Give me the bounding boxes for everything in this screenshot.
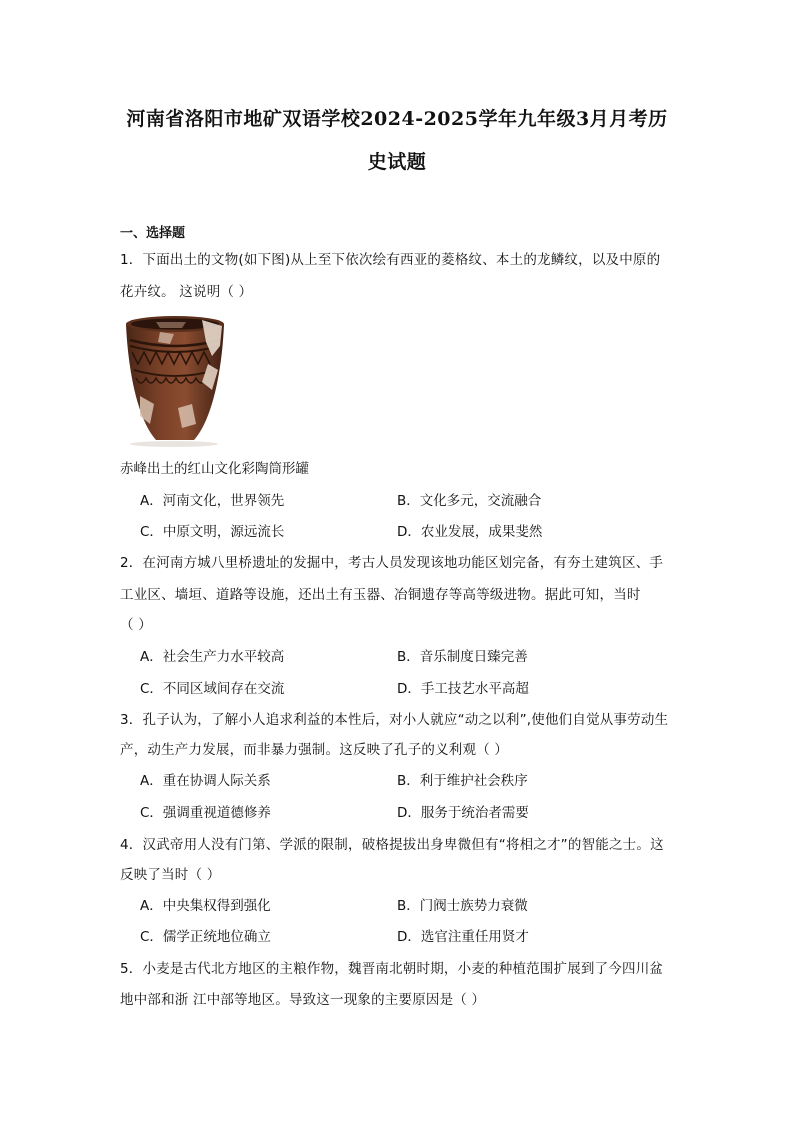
q2-option-a[interactable]: A．社会生产力水平较高 <box>140 649 285 665</box>
q2-stem-line3: （ ） <box>120 617 152 633</box>
q4-stem-line1: 4．汉武帝用人没有门第、学派的限制，破格提拔出身卑微但有“将相之才”的智能之士。这 <box>120 837 664 853</box>
q1-option-a[interactable]: A．河南文化，世界领先 <box>140 493 285 509</box>
q2-stem-line2: 工业区、墙垣、道路等设施，还出土有玉器、冶铜遗存等高等级进物。据此可知，当时 <box>120 587 641 603</box>
section-heading: 一、选择题 <box>120 226 186 241</box>
q4-stem-line2: 反映了当时（ ） <box>120 867 221 883</box>
exam-title-line1: 河南省洛阳市地矿双语学校2024-2025学年九年级3月月考历 <box>126 108 668 130</box>
q4-option-c[interactable]: C．儒学正统地位确立 <box>140 929 271 945</box>
q3-option-a[interactable]: A．重在协调人际关系 <box>140 773 271 789</box>
q3-stem-line1: 3．孔子认为，了解小人追求利益的本性后，对小人就应“动之以利”,使他们自觉从事劳动生 <box>120 712 669 728</box>
q4-option-d[interactable]: D．选官注重任用贤才 <box>397 929 529 945</box>
q3-option-b[interactable]: B．利于维护社会秩序 <box>397 773 528 789</box>
q4-option-b[interactable]: B．门阀士族势力衰微 <box>397 898 528 914</box>
painted-pottery-jar-image <box>116 312 234 448</box>
exam-title-line2: 史试题 <box>367 151 427 173</box>
q3-option-d[interactable]: D．服务于统治者需要 <box>397 805 529 821</box>
q3-option-c[interactable]: C．强调重视道德修养 <box>140 805 271 821</box>
q1-image-caption: 赤峰出土的红山文化彩陶筒形罐 <box>120 461 309 477</box>
q1-option-c[interactable]: C．中原文明，源远流长 <box>140 524 285 540</box>
q2-option-b[interactable]: B．音乐制度日臻完善 <box>397 649 528 665</box>
q2-option-c[interactable]: C．不同区域间存在交流 <box>140 681 285 697</box>
q5-stem-line2: 地中部和浙 江中部等地区。导致这一现象的主要原因是（ ） <box>120 992 486 1008</box>
q1-option-d[interactable]: D．农业发展，成果斐然 <box>397 524 543 540</box>
q1-option-b[interactable]: B．文化多元，交流融合 <box>397 493 542 509</box>
q5-stem-line1: 5．小麦是古代北方地区的主粮作物，魏晋南北朝时期，小麦的种植范围扩展到了今四川盆 <box>120 961 664 977</box>
q2-option-d[interactable]: D．手工技艺水平高超 <box>397 681 529 697</box>
q2-stem-line1: 2．在河南方城八里桥遗址的发掘中，考古人员发现该地功能区划完备，有夯土建筑区、手 <box>120 555 664 571</box>
q3-stem-line2: 产，动生产力发展，而非暴力强制。这反映了孔子的义利观（ ） <box>120 742 509 758</box>
q1-stem-line2: 花卉纹。 这说明（ ） <box>120 284 253 300</box>
q1-stem-line1: 1．下面出土的文物(如下图)从上至下依次绘有西亚的菱格纹、本土的龙鳞纹，以及中原的 <box>120 252 661 268</box>
q4-option-a[interactable]: A．中央集权得到强化 <box>140 898 271 914</box>
